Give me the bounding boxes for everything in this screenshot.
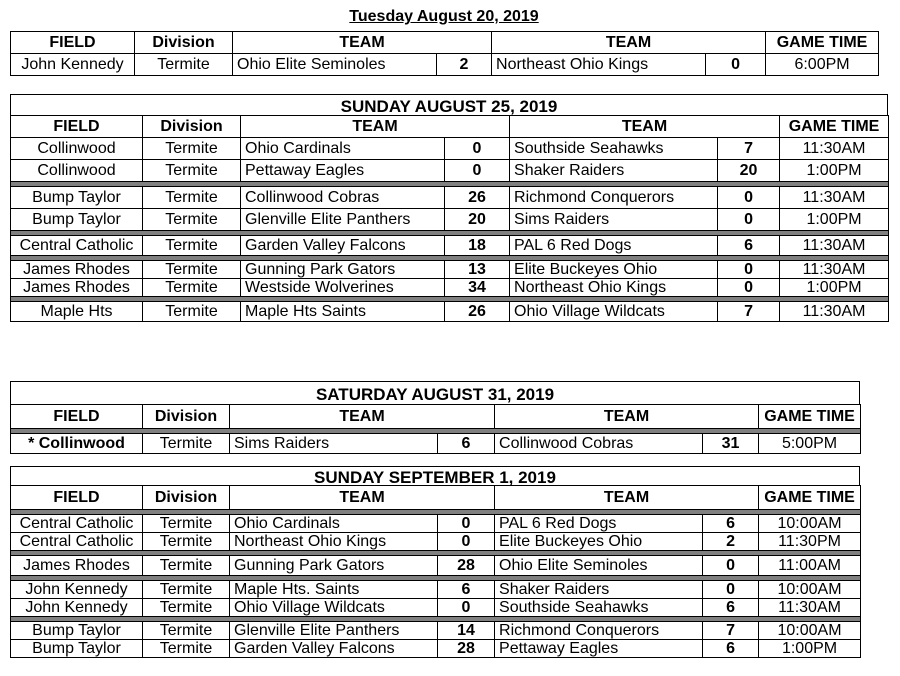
field-header: FIELD <box>11 116 143 138</box>
team2-cell: Richmond Conquerors <box>495 622 703 640</box>
table-row <box>11 279 889 297</box>
score1-cell: 34 <box>445 279 510 297</box>
header-row <box>11 32 879 54</box>
schedule-table <box>10 115 889 322</box>
time-cell: 11:30AM <box>780 261 889 279</box>
division-cell: Termite <box>143 640 230 658</box>
time-cell: 1:00PM <box>780 209 889 231</box>
time-cell: 10:00AM <box>759 622 861 640</box>
field-cell: James Rhodes <box>11 261 143 279</box>
division-cell: Termite <box>143 209 241 231</box>
field-header: FIELD <box>11 405 143 429</box>
score2-cell: 20 <box>718 160 780 182</box>
score1-cell: 28 <box>438 556 495 576</box>
schedule-table <box>10 31 879 76</box>
team1-cell: Maple Hts Saints <box>241 302 445 322</box>
team2-cell: Northeast Ohio Kings <box>510 279 718 297</box>
team2-cell: Northeast Ohio Kings <box>492 54 706 76</box>
score1-cell: 13 <box>445 261 510 279</box>
team1-cell: Sims Raiders <box>230 434 438 454</box>
score1-cell: 0 <box>445 160 510 182</box>
score2-cell: 6 <box>703 599 759 617</box>
score1-cell: 18 <box>445 236 510 256</box>
score2-cell: 0 <box>703 556 759 576</box>
field-cell: Bump Taylor <box>11 640 143 658</box>
field-cell: John Kennedy <box>11 581 143 599</box>
division-cell: Termite <box>143 434 230 454</box>
time-cell: 1:00PM <box>780 160 889 182</box>
section-title-box <box>10 94 888 116</box>
section-title: SATURDAY AUGUST 31, 2019 <box>315 385 555 404</box>
time-cell: 11:30AM <box>780 187 889 209</box>
score2-cell: 7 <box>718 302 780 322</box>
header-row <box>11 486 861 510</box>
score1-cell: 6 <box>438 581 495 599</box>
schedule-table <box>10 404 861 454</box>
field-cell: Bump Taylor <box>11 187 143 209</box>
table-row <box>11 434 861 454</box>
game-time-header: GAME TIME <box>759 486 861 510</box>
field-cell: Bump Taylor <box>11 209 143 231</box>
division-cell: Termite <box>143 279 241 297</box>
team2-cell: PAL 6 Red Dogs <box>510 236 718 256</box>
table-row <box>11 302 889 322</box>
time-cell: 11:00AM <box>759 556 861 576</box>
field-cell: Central Catholic <box>11 236 143 256</box>
division-cell: Termite <box>143 622 230 640</box>
table-row <box>11 160 889 182</box>
score2-cell: 31 <box>703 434 759 454</box>
game-time-header: GAME TIME <box>759 405 861 429</box>
team1-cell: Glenville Elite Panthers <box>230 622 438 640</box>
team2-cell: Collinwood Cobras <box>495 434 703 454</box>
score1-cell: 0 <box>438 599 495 617</box>
division-cell: Termite <box>143 533 230 551</box>
time-cell: 11:30AM <box>780 302 889 322</box>
table-row <box>11 556 861 576</box>
team1-cell: Ohio Elite Seminoles <box>233 54 437 76</box>
table-row <box>11 533 861 551</box>
division-cell: Termite <box>143 261 241 279</box>
table-row <box>11 515 861 533</box>
table-row <box>11 640 861 658</box>
division-cell: Termite <box>143 515 230 533</box>
score1-cell: 2 <box>437 54 492 76</box>
team1-cell: Collinwood Cobras <box>241 187 445 209</box>
score2-cell: 2 <box>703 533 759 551</box>
team1-cell: Ohio Village Wildcats <box>230 599 438 617</box>
team1-cell: Garden Valley Falcons <box>241 236 445 256</box>
section-title-box <box>10 381 860 405</box>
game-time-header: GAME TIME <box>766 32 879 54</box>
score1-cell: 6 <box>438 434 495 454</box>
team2-cell: Sims Raiders <box>510 209 718 231</box>
score1-cell: 0 <box>445 138 510 160</box>
time-cell: 11:30AM <box>780 138 889 160</box>
score2-cell: 0 <box>718 261 780 279</box>
score2-cell: 6 <box>703 640 759 658</box>
field-header: FIELD <box>11 486 143 510</box>
team2-cell: Elite Buckeyes Ohio <box>495 533 703 551</box>
score1-cell: 26 <box>445 187 510 209</box>
score2-cell: 6 <box>703 515 759 533</box>
division-cell: Termite <box>143 599 230 617</box>
team1-cell: Gunning Park Gators <box>241 261 445 279</box>
team-header: TEAM <box>510 116 780 138</box>
division-header: Division <box>143 116 241 138</box>
team2-cell: Shaker Raiders <box>495 581 703 599</box>
field-cell: * Collinwood <box>11 434 143 454</box>
team-header: TEAM <box>495 405 759 429</box>
team2-cell: Southside Seahawks <box>495 599 703 617</box>
table-row <box>11 54 879 76</box>
score2-cell: 0 <box>718 187 780 209</box>
division-cell: Termite <box>143 160 241 182</box>
header-row <box>11 405 861 429</box>
division-cell: Termite <box>143 138 241 160</box>
team1-cell: Northeast Ohio Kings <box>230 533 438 551</box>
time-cell: 1:00PM <box>759 640 861 658</box>
team-header: TEAM <box>233 32 492 54</box>
table-row <box>11 599 861 617</box>
score2-cell: 0 <box>703 581 759 599</box>
field-cell: James Rhodes <box>11 279 143 297</box>
score1-cell: 26 <box>445 302 510 322</box>
division-header: Division <box>135 32 233 54</box>
team2-cell: Southside Seahawks <box>510 138 718 160</box>
table-row <box>11 209 889 231</box>
team1-cell: Ohio Cardinals <box>241 138 445 160</box>
team-header: TEAM <box>492 32 766 54</box>
time-cell: 10:00AM <box>759 515 861 533</box>
team1-cell: Westside Wolverines <box>241 279 445 297</box>
field-cell: Collinwood <box>11 160 143 182</box>
field-cell: Collinwood <box>11 138 143 160</box>
team2-cell: Ohio Elite Seminoles <box>495 556 703 576</box>
score2-cell: 7 <box>703 622 759 640</box>
division-header: Division <box>143 486 230 510</box>
field-cell: Central Catholic <box>11 533 143 551</box>
time-cell: 11:30PM <box>759 533 861 551</box>
team1-cell: Ohio Cardinals <box>230 515 438 533</box>
division-cell: Termite <box>135 54 233 76</box>
game-time-header: GAME TIME <box>780 116 889 138</box>
section-title: SUNDAY SEPTEMBER 1, 2019 <box>314 468 556 487</box>
field-cell: James Rhodes <box>11 556 143 576</box>
team2-cell: PAL 6 Red Dogs <box>495 515 703 533</box>
team1-cell: Glenville Elite Panthers <box>241 209 445 231</box>
team2-cell: Pettaway Eagles <box>495 640 703 658</box>
section-title: Tuesday August 20, 2019 <box>349 8 539 25</box>
score1-cell: 0 <box>438 515 495 533</box>
team-header: TEAM <box>241 116 510 138</box>
score1-cell: 0 <box>438 533 495 551</box>
team1-cell: Maple Hts. Saints <box>230 581 438 599</box>
score2-cell: 0 <box>718 279 780 297</box>
score1-cell: 14 <box>438 622 495 640</box>
division-cell: Termite <box>143 581 230 599</box>
section-title: SUNDAY AUGUST 25, 2019 <box>340 97 558 116</box>
field-cell: Bump Taylor <box>11 622 143 640</box>
division-cell: Termite <box>143 302 241 322</box>
field-cell: John Kennedy <box>11 599 143 617</box>
team2-cell: Shaker Raiders <box>510 160 718 182</box>
table-row <box>11 622 861 640</box>
table-row <box>11 581 861 599</box>
team1-cell: Garden Valley Falcons <box>230 640 438 658</box>
time-cell: 6:00PM <box>766 54 879 76</box>
time-cell: 1:00PM <box>780 279 889 297</box>
team2-cell: Elite Buckeyes Ohio <box>510 261 718 279</box>
time-cell: 10:00AM <box>759 581 861 599</box>
division-cell: Termite <box>143 556 230 576</box>
team-header: TEAM <box>230 486 495 510</box>
time-cell: 11:30AM <box>780 236 889 256</box>
team2-cell: Ohio Village Wildcats <box>510 302 718 322</box>
team-header: TEAM <box>230 405 495 429</box>
field-header: FIELD <box>11 32 135 54</box>
division-header: Division <box>143 405 230 429</box>
field-cell: Central Catholic <box>11 515 143 533</box>
division-cell: Termite <box>143 187 241 209</box>
score1-cell: 28 <box>438 640 495 658</box>
schedule-table <box>10 485 861 658</box>
header-row <box>11 116 889 138</box>
table-row <box>11 236 889 256</box>
score2-cell: 0 <box>706 54 766 76</box>
division-cell: Termite <box>143 236 241 256</box>
team-header: TEAM <box>495 486 759 510</box>
field-cell: John Kennedy <box>11 54 135 76</box>
score2-cell: 6 <box>718 236 780 256</box>
score1-cell: 20 <box>445 209 510 231</box>
team2-cell: Richmond Conquerors <box>510 187 718 209</box>
time-cell: 5:00PM <box>759 434 861 454</box>
time-cell: 11:30AM <box>759 599 861 617</box>
table-row <box>11 138 889 160</box>
table-row <box>11 261 889 279</box>
score2-cell: 7 <box>718 138 780 160</box>
score2-cell: 0 <box>718 209 780 231</box>
field-cell: Maple Hts <box>11 302 143 322</box>
section-title-box <box>10 466 860 486</box>
team1-cell: Gunning Park Gators <box>230 556 438 576</box>
table-row <box>11 187 889 209</box>
team1-cell: Pettaway Eagles <box>241 160 445 182</box>
